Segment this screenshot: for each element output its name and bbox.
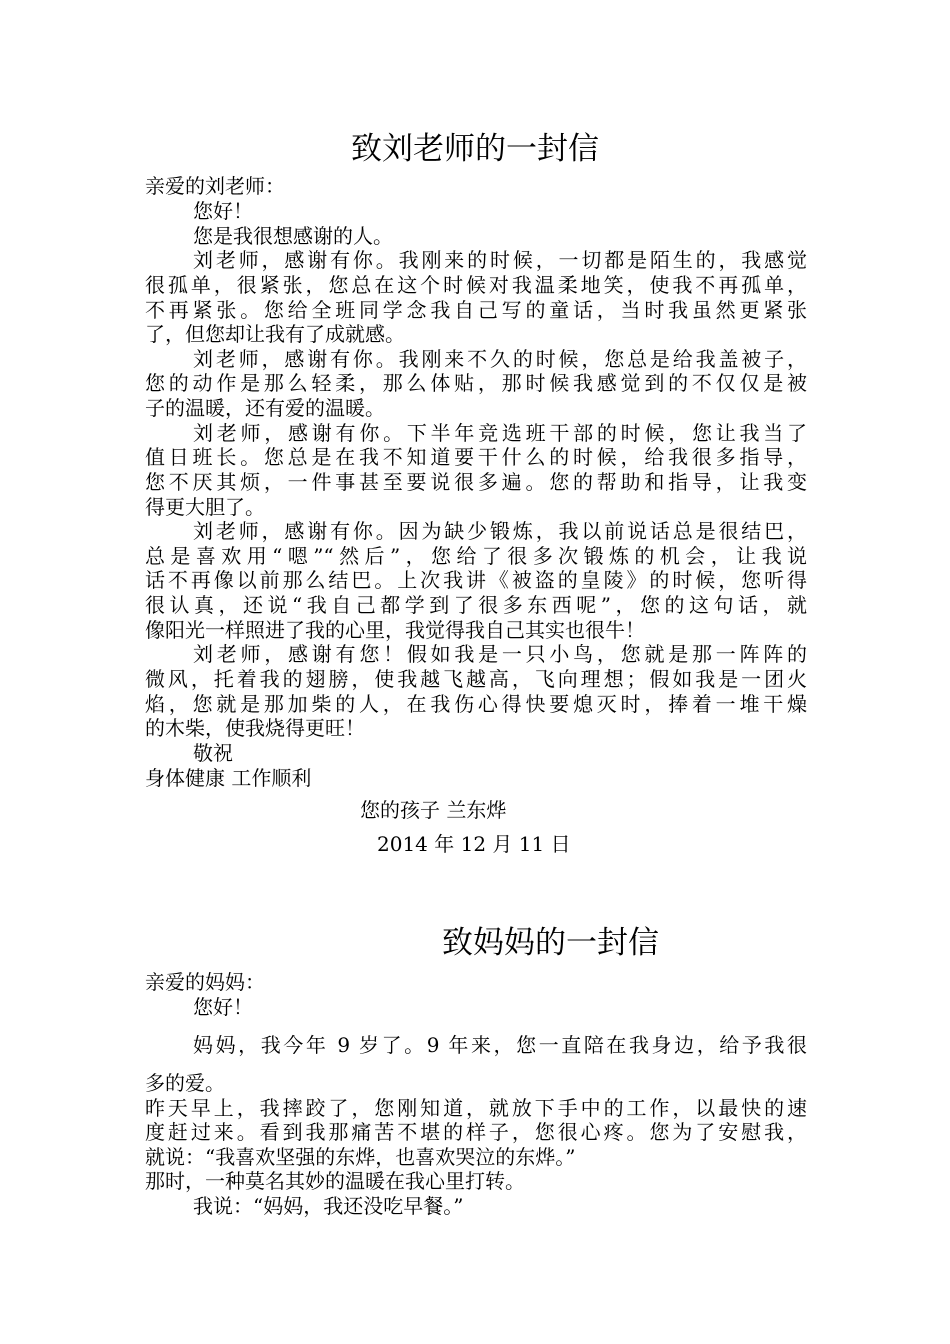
letter1-paragraph-line: 您不厌其烦，一件事甚至要说很多遍。您的帮助和指导，让我变 — [145, 470, 807, 494]
letter1-paragraph-line: 刘老师，感谢有你。下半年竞选班干部的时候，您让我当了 — [193, 421, 807, 445]
letter1-paragraph-line: 您的动作是那么轻柔，那么体贴，那时候我感觉到的不仅仅是被 — [145, 371, 807, 395]
letter2-paragraph-line: 妈妈，我今年 9 岁了。9 年来，您一直陪在我身边，给予我很 — [193, 1033, 807, 1057]
letter1-closing: 敬祝 — [193, 741, 233, 765]
letter1-paragraph-line: 很孤单，很紧张，您总在这个时候对我温柔地笑，使我不再孤单， — [145, 273, 807, 297]
letter1-paragraph-line: 值日班长。您总是在我不知道要干什么的时候，给我很多指导， — [145, 445, 807, 469]
letter1-paragraph-line: 刘老师，感谢有你。我刚来的时候，一切都是陌生的，我感觉 — [193, 248, 807, 272]
letter1-salutation: 亲爱的刘老师： — [145, 174, 285, 198]
letter1-paragraph-line: 了，但您却让我有了成就感。 — [145, 322, 405, 346]
letter1-paragraph-line: 很认真，还说“我自己都学到了很多东西呢”，您的这句话，就 — [145, 593, 807, 617]
letter1-paragraph-line: 刘老师，感谢有你。因为缺少锻炼，我以前说话总是很结巴， — [193, 519, 807, 543]
letter1-paragraph-line: 得更大胆了。 — [145, 495, 265, 519]
letter2-paragraph-line: 那时，一种莫名其妙的温暖在我心里打转。 — [145, 1169, 525, 1193]
letter1-greeting: 您好！ — [193, 199, 253, 223]
letter2-paragraph-line: 昨天早上，我摔跤了，您刚知道，就放下手中的工作，以最快的速 — [145, 1096, 807, 1120]
letter2-salutation: 亲爱的妈妈： — [145, 970, 265, 994]
letter1-paragraph-line: 刘老师，感谢有您！假如我是一只小鸟，您就是那一阵阵的 — [193, 642, 807, 666]
letter1-title: 致刘老师的一封信 — [351, 131, 599, 167]
letter2-paragraph-line: 多的爱。 — [145, 1071, 225, 1095]
letter2-paragraph-line: 就说：“我喜欢坚强的东烨，也喜欢哭泣的东烨。” — [145, 1145, 576, 1169]
letter2-paragraph-line: 度赶过来。看到我那痛苦不堪的样子，您很心疼。您为了安慰我， — [145, 1120, 807, 1144]
letter1-paragraph-line: 总是喜欢用“嗯”“然后”，您给了很多次锻炼的机会，让我说 — [145, 544, 807, 568]
letter1-date: 2014 年 12 月 11 日 — [377, 832, 571, 856]
letter1-paragraph-line: 话不再像以前那么结巴。上次我讲《被盗的皇陵》的时候，您听得 — [145, 568, 807, 592]
letter1-paragraph-line: 子的温暖，还有爱的温暖。 — [145, 396, 385, 420]
letter2-paragraph-line: 我说：“妈妈，我还没吃早餐。” — [193, 1194, 464, 1218]
letter1-paragraph-line: 微风，托着我的翅膀，使我越飞越高，飞向理想；假如我是一团火 — [145, 667, 807, 691]
letter1-paragraph-line: 的木柴，使我烧得更旺！ — [145, 716, 365, 740]
letter1-wishes: 身体健康 工作顺利 — [145, 766, 312, 790]
letter1-paragraph-line: 刘老师，感谢有你。我刚来不久的时候，您总是给我盖被子， — [193, 347, 807, 371]
letter1-paragraph-line: 不再紧张。您给全班同学念我自己写的童话，当时我虽然更紧张 — [145, 298, 807, 322]
letter1-paragraph-line: 焰，您就是那加柴的人，在我伤心得快要熄灭时，捧着一堆干燥 — [145, 692, 807, 716]
letter2-title: 致妈妈的一封信 — [442, 925, 659, 961]
letter1-paragraph-line: 您是我很想感谢的人。 — [193, 224, 393, 248]
letter2-greeting: 您好！ — [193, 995, 253, 1019]
letter1-signature: 您的孩子 兰东烨 — [360, 798, 507, 822]
letter1-paragraph-line: 像阳光一样照进了我的心里，我觉得我自己其实也很牛！ — [145, 618, 645, 642]
